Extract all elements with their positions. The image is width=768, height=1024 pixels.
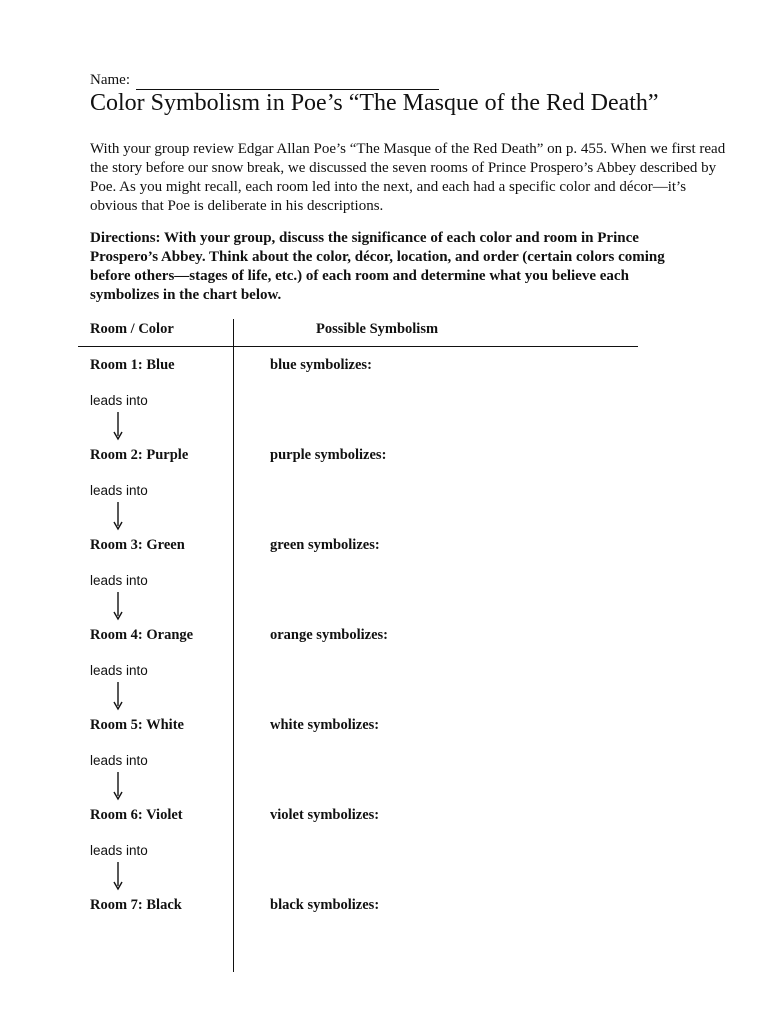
leads-into-label: leads into xyxy=(90,753,148,768)
directions-paragraph: Directions: With your group, discuss the significance of each color and room in Prince Prospero’s Abbey. Think about the color, décor, location, and order (certain colors coming before others—stages of life, etc.) of each room and determine what you believe each symbolizes in the chart below. xyxy=(90,230,665,303)
symbolism-label: green symbolizes: xyxy=(270,537,380,553)
symbolism-label: blue symbolizes: xyxy=(270,357,372,373)
symbolism-label: white symbolizes: xyxy=(270,717,380,733)
down-arrow-icon xyxy=(110,591,126,621)
intro-paragraph: With your group review Edgar Allan Poe’s “The Masque of the Red Death” on p. 455. When we first read the story before our snow break, we discussed the seven rooms of Prince Prospero’s Abbey described by Poe. As you might recall, each room led into the next, and each had a specific color and décor—it’s obvious that Poe is deliberate in his descriptions. xyxy=(90,141,726,214)
worksheet-title: Color Symbolism in Poe’s “The Masque of the Red Death” xyxy=(90,90,659,116)
down-arrow-icon xyxy=(110,861,126,891)
leads-into-label: leads into xyxy=(90,483,148,498)
symbolism-label: orange symbolizes: xyxy=(270,627,388,643)
column-header-room-color: Room / Color xyxy=(90,321,174,337)
symbolism-label: purple symbolizes: xyxy=(270,447,387,463)
table-column-divider xyxy=(233,319,234,972)
leads-into-label: leads into xyxy=(90,573,148,588)
column-header-possible-symbolism: Possible Symbolism xyxy=(316,321,439,337)
down-arrow-icon xyxy=(110,681,126,711)
leads-into-label: leads into xyxy=(90,393,148,408)
down-arrow-icon xyxy=(110,411,126,441)
leads-into-label: leads into xyxy=(90,663,148,678)
name-label: Name: xyxy=(90,72,130,88)
room-label: Room 5: White xyxy=(90,717,184,733)
symbolism-label: violet symbolizes: xyxy=(270,807,380,823)
down-arrow-icon xyxy=(110,501,126,531)
room-label: Room 4: Orange xyxy=(90,627,194,643)
leads-into-label: leads into xyxy=(90,843,148,858)
room-label: Room 1: Blue xyxy=(90,357,175,373)
symbolism-label: black symbolizes: xyxy=(270,897,380,913)
room-label: Room 7: Black xyxy=(90,897,182,913)
room-label: Room 6: Violet xyxy=(90,807,183,823)
room-label: Room 3: Green xyxy=(90,537,185,553)
room-label: Room 2: Purple xyxy=(90,447,189,463)
table-header-rule xyxy=(78,346,638,347)
down-arrow-icon xyxy=(110,771,126,801)
